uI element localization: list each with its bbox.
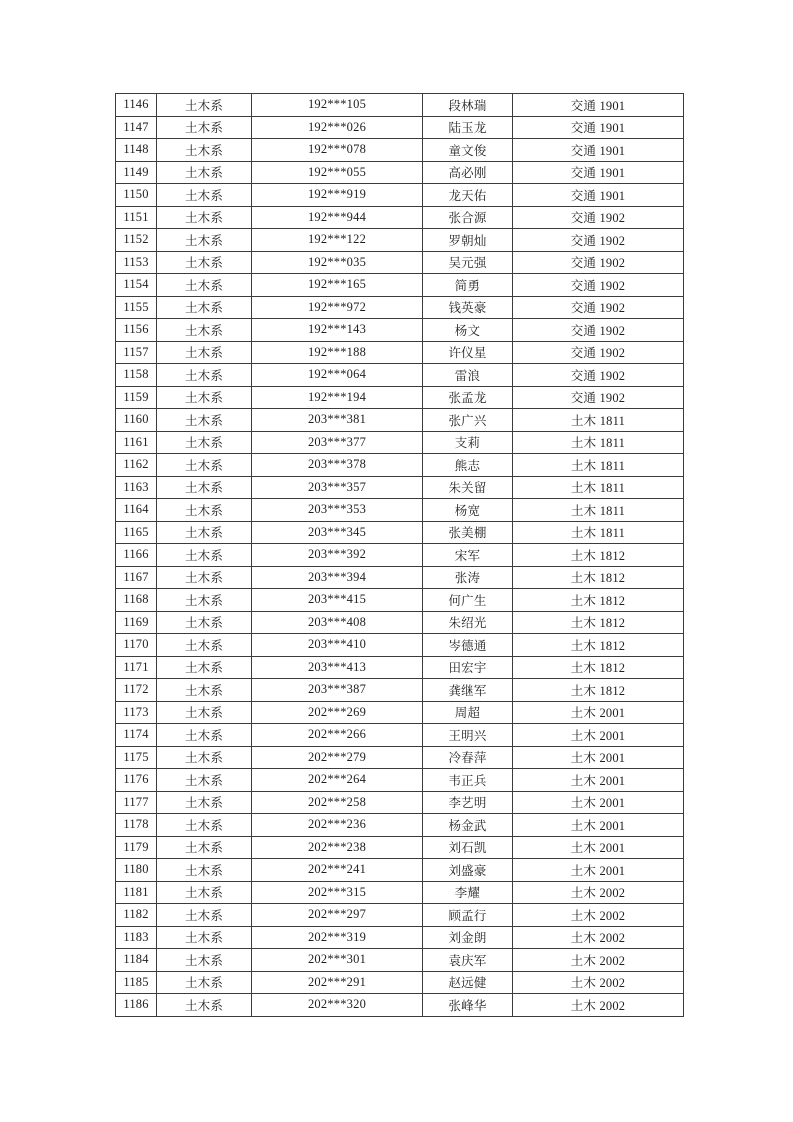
cell-student-id: 202***236 — [252, 814, 423, 837]
cell-index: 1164 — [116, 499, 157, 522]
cell-class: 土木 1812 — [513, 611, 684, 634]
cell-department: 土木系 — [157, 634, 252, 657]
cell-department: 土木系 — [157, 476, 252, 499]
cell-class: 交通 1901 — [513, 139, 684, 162]
cell-student-id: 192***122 — [252, 229, 423, 252]
table-row — [116, 611, 684, 634]
cell-department: 土木系 — [157, 184, 252, 207]
table-row — [116, 454, 684, 477]
cell-name: 韦正兵 — [423, 769, 513, 792]
cell-name: 周超 — [423, 701, 513, 724]
cell-name: 何广生 — [423, 589, 513, 612]
cell-index: 1147 — [116, 116, 157, 139]
cell-name: 刘盛豪 — [423, 859, 513, 882]
cell-student-id: 202***258 — [252, 791, 423, 814]
cell-class: 土木 2001 — [513, 814, 684, 837]
table-row — [116, 656, 684, 679]
cell-student-id: 203***345 — [252, 521, 423, 544]
cell-department: 土木系 — [157, 139, 252, 162]
table-row — [116, 836, 684, 859]
cell-name: 杨金武 — [423, 814, 513, 837]
cell-index: 1151 — [116, 206, 157, 229]
cell-class: 交通 1902 — [513, 206, 684, 229]
table-row — [116, 499, 684, 522]
cell-student-id: 192***078 — [252, 139, 423, 162]
table-row — [116, 521, 684, 544]
table-row — [116, 409, 684, 432]
cell-index: 1176 — [116, 769, 157, 792]
cell-index: 1153 — [116, 251, 157, 274]
cell-class: 土木 2001 — [513, 746, 684, 769]
cell-name: 张涛 — [423, 566, 513, 589]
cell-student-id: 203***381 — [252, 409, 423, 432]
student-list-table — [115, 93, 684, 1017]
cell-department: 土木系 — [157, 409, 252, 432]
table-row — [116, 184, 684, 207]
cell-name: 岑德通 — [423, 634, 513, 657]
cell-index: 1178 — [116, 814, 157, 837]
cell-name: 高必刚 — [423, 161, 513, 184]
cell-student-id: 203***357 — [252, 476, 423, 499]
cell-name: 龙天佑 — [423, 184, 513, 207]
table-row — [116, 296, 684, 319]
cell-department: 土木系 — [157, 611, 252, 634]
cell-class: 交通 1901 — [513, 94, 684, 117]
cell-department: 土木系 — [157, 566, 252, 589]
cell-student-id: 202***301 — [252, 949, 423, 972]
cell-index: 1158 — [116, 364, 157, 387]
cell-name: 许仪星 — [423, 341, 513, 364]
cell-student-id: 202***291 — [252, 971, 423, 994]
table-row — [116, 971, 684, 994]
cell-department: 土木系 — [157, 274, 252, 297]
table-row — [116, 229, 684, 252]
cell-student-id: 192***188 — [252, 341, 423, 364]
cell-department: 土木系 — [157, 544, 252, 567]
cell-index: 1165 — [116, 521, 157, 544]
cell-index: 1157 — [116, 341, 157, 364]
cell-class: 土木 1812 — [513, 566, 684, 589]
cell-class: 交通 1902 — [513, 386, 684, 409]
cell-department: 土木系 — [157, 319, 252, 342]
table-row — [116, 431, 684, 454]
cell-department: 土木系 — [157, 499, 252, 522]
cell-index: 1174 — [116, 724, 157, 747]
cell-name: 王明兴 — [423, 724, 513, 747]
cell-name: 张孟龙 — [423, 386, 513, 409]
cell-department: 土木系 — [157, 364, 252, 387]
cell-student-id: 202***266 — [252, 724, 423, 747]
cell-index: 1177 — [116, 791, 157, 814]
cell-index: 1146 — [116, 94, 157, 117]
cell-student-id: 192***165 — [252, 274, 423, 297]
cell-class: 交通 1902 — [513, 296, 684, 319]
cell-student-id: 203***377 — [252, 431, 423, 454]
table-row — [116, 161, 684, 184]
cell-name: 刘石凯 — [423, 836, 513, 859]
table-row — [116, 566, 684, 589]
cell-department: 土木系 — [157, 454, 252, 477]
cell-department: 土木系 — [157, 746, 252, 769]
cell-class: 土木 2001 — [513, 701, 684, 724]
table-row — [116, 94, 684, 117]
table-row — [116, 701, 684, 724]
cell-class: 土木 2001 — [513, 724, 684, 747]
cell-student-id: 202***320 — [252, 994, 423, 1017]
cell-name: 张广兴 — [423, 409, 513, 432]
cell-class: 交通 1901 — [513, 184, 684, 207]
table-row — [116, 116, 684, 139]
table-row — [116, 341, 684, 364]
cell-index: 1166 — [116, 544, 157, 567]
cell-name: 钱英豪 — [423, 296, 513, 319]
cell-student-id: 202***238 — [252, 836, 423, 859]
cell-name: 吴元强 — [423, 251, 513, 274]
cell-class: 交通 1902 — [513, 364, 684, 387]
cell-department: 土木系 — [157, 589, 252, 612]
cell-name: 李艺明 — [423, 791, 513, 814]
cell-class: 交通 1901 — [513, 161, 684, 184]
cell-name: 田宏宇 — [423, 656, 513, 679]
cell-index: 1181 — [116, 881, 157, 904]
cell-department: 土木系 — [157, 94, 252, 117]
cell-department: 土木系 — [157, 994, 252, 1017]
cell-name: 张美棚 — [423, 521, 513, 544]
cell-student-id: 192***035 — [252, 251, 423, 274]
cell-name: 龚继军 — [423, 679, 513, 702]
cell-student-id: 192***064 — [252, 364, 423, 387]
table-row — [116, 679, 684, 702]
cell-name: 刘金朗 — [423, 926, 513, 949]
cell-student-id: 203***394 — [252, 566, 423, 589]
cell-student-id: 192***919 — [252, 184, 423, 207]
cell-student-id: 203***413 — [252, 656, 423, 679]
table-row — [116, 589, 684, 612]
cell-student-id: 202***269 — [252, 701, 423, 724]
cell-class: 土木 1811 — [513, 521, 684, 544]
cell-student-id: 202***241 — [252, 859, 423, 882]
cell-name: 赵远健 — [423, 971, 513, 994]
cell-class: 土木 1811 — [513, 454, 684, 477]
table-row — [116, 139, 684, 162]
table-row — [116, 746, 684, 769]
cell-department: 土木系 — [157, 206, 252, 229]
cell-class: 土木 1811 — [513, 431, 684, 454]
cell-student-id: 203***392 — [252, 544, 423, 567]
table-row — [116, 634, 684, 657]
cell-index: 1155 — [116, 296, 157, 319]
cell-class: 土木 2001 — [513, 769, 684, 792]
table-row — [116, 274, 684, 297]
cell-name: 杨宽 — [423, 499, 513, 522]
cell-class: 土木 2001 — [513, 791, 684, 814]
cell-student-id: 203***410 — [252, 634, 423, 657]
cell-department: 土木系 — [157, 521, 252, 544]
cell-class: 土木 2002 — [513, 926, 684, 949]
cell-index: 1170 — [116, 634, 157, 657]
cell-index: 1171 — [116, 656, 157, 679]
cell-student-id: 192***194 — [252, 386, 423, 409]
table-row — [116, 791, 684, 814]
cell-class: 交通 1902 — [513, 341, 684, 364]
cell-department: 土木系 — [157, 251, 252, 274]
cell-index: 1169 — [116, 611, 157, 634]
cell-class: 土木 1812 — [513, 679, 684, 702]
cell-student-id: 192***105 — [252, 94, 423, 117]
cell-class: 土木 2002 — [513, 881, 684, 904]
cell-department: 土木系 — [157, 881, 252, 904]
cell-department: 土木系 — [157, 724, 252, 747]
cell-student-id: 202***279 — [252, 746, 423, 769]
student-table-body — [116, 94, 684, 1017]
cell-student-id: 203***378 — [252, 454, 423, 477]
cell-class: 土木 2001 — [513, 836, 684, 859]
cell-name: 朱关留 — [423, 476, 513, 499]
cell-department: 土木系 — [157, 656, 252, 679]
cell-class: 交通 1902 — [513, 229, 684, 252]
cell-index: 1163 — [116, 476, 157, 499]
cell-index: 1162 — [116, 454, 157, 477]
table-row — [116, 814, 684, 837]
cell-name: 罗朝灿 — [423, 229, 513, 252]
cell-department: 土木系 — [157, 116, 252, 139]
cell-department: 土木系 — [157, 431, 252, 454]
cell-department: 土木系 — [157, 791, 252, 814]
cell-student-id: 202***315 — [252, 881, 423, 904]
cell-class: 土木 2002 — [513, 994, 684, 1017]
cell-name: 顾孟行 — [423, 904, 513, 927]
cell-class: 土木 1811 — [513, 409, 684, 432]
cell-index: 1150 — [116, 184, 157, 207]
cell-department: 土木系 — [157, 814, 252, 837]
cell-index: 1173 — [116, 701, 157, 724]
cell-department: 土木系 — [157, 769, 252, 792]
cell-name: 段林瑞 — [423, 94, 513, 117]
cell-index: 1154 — [116, 274, 157, 297]
cell-name: 李耀 — [423, 881, 513, 904]
table-row — [116, 769, 684, 792]
cell-index: 1184 — [116, 949, 157, 972]
cell-class: 土木 2001 — [513, 859, 684, 882]
cell-class: 土木 2002 — [513, 971, 684, 994]
cell-name: 宋军 — [423, 544, 513, 567]
table-row — [116, 926, 684, 949]
cell-student-id: 192***944 — [252, 206, 423, 229]
cell-student-id: 192***055 — [252, 161, 423, 184]
cell-student-id: 202***297 — [252, 904, 423, 927]
table-row — [116, 949, 684, 972]
cell-index: 1159 — [116, 386, 157, 409]
cell-index: 1182 — [116, 904, 157, 927]
table-row — [116, 386, 684, 409]
cell-index: 1152 — [116, 229, 157, 252]
cell-index: 1149 — [116, 161, 157, 184]
cell-name: 简勇 — [423, 274, 513, 297]
table-row — [116, 319, 684, 342]
cell-department: 土木系 — [157, 679, 252, 702]
table-row — [116, 206, 684, 229]
cell-class: 土木 1812 — [513, 589, 684, 612]
table-row — [116, 544, 684, 567]
cell-index: 1148 — [116, 139, 157, 162]
cell-index: 1180 — [116, 859, 157, 882]
cell-name: 张合源 — [423, 206, 513, 229]
cell-class: 土木 2002 — [513, 904, 684, 927]
cell-student-id: 192***026 — [252, 116, 423, 139]
cell-index: 1161 — [116, 431, 157, 454]
table-row — [116, 364, 684, 387]
cell-department: 土木系 — [157, 971, 252, 994]
cell-index: 1175 — [116, 746, 157, 769]
cell-student-id: 192***972 — [252, 296, 423, 319]
table-row — [116, 476, 684, 499]
table-row — [116, 904, 684, 927]
cell-index: 1186 — [116, 994, 157, 1017]
cell-class: 土木 1812 — [513, 656, 684, 679]
cell-name: 袁庆军 — [423, 949, 513, 972]
table-row — [116, 859, 684, 882]
cell-index: 1160 — [116, 409, 157, 432]
cell-department: 土木系 — [157, 904, 252, 927]
cell-department: 土木系 — [157, 161, 252, 184]
cell-department: 土木系 — [157, 859, 252, 882]
cell-index: 1172 — [116, 679, 157, 702]
cell-department: 土木系 — [157, 386, 252, 409]
cell-department: 土木系 — [157, 229, 252, 252]
cell-department: 土木系 — [157, 949, 252, 972]
cell-department: 土木系 — [157, 296, 252, 319]
cell-class: 交通 1902 — [513, 319, 684, 342]
cell-student-id: 203***387 — [252, 679, 423, 702]
cell-student-id: 203***415 — [252, 589, 423, 612]
cell-class: 交通 1902 — [513, 274, 684, 297]
cell-class: 交通 1902 — [513, 251, 684, 274]
cell-department: 土木系 — [157, 926, 252, 949]
cell-index: 1156 — [116, 319, 157, 342]
cell-department: 土木系 — [157, 341, 252, 364]
cell-index: 1185 — [116, 971, 157, 994]
cell-index: 1179 — [116, 836, 157, 859]
cell-student-id: 203***353 — [252, 499, 423, 522]
cell-class: 土木 2002 — [513, 949, 684, 972]
cell-student-id: 203***408 — [252, 611, 423, 634]
cell-class: 土木 1811 — [513, 499, 684, 522]
cell-name: 张峰华 — [423, 994, 513, 1017]
cell-student-id: 202***319 — [252, 926, 423, 949]
cell-class: 土木 1811 — [513, 476, 684, 499]
cell-index: 1167 — [116, 566, 157, 589]
table-row — [116, 881, 684, 904]
cell-class: 土木 1812 — [513, 544, 684, 567]
cell-name: 雷浪 — [423, 364, 513, 387]
cell-class: 土木 1812 — [513, 634, 684, 657]
cell-department: 土木系 — [157, 836, 252, 859]
table-row — [116, 724, 684, 747]
cell-name: 杨文 — [423, 319, 513, 342]
cell-name: 陆玉龙 — [423, 116, 513, 139]
cell-name: 童文俊 — [423, 139, 513, 162]
cell-student-id: 192***143 — [252, 319, 423, 342]
table-row — [116, 251, 684, 274]
cell-name: 熊志 — [423, 454, 513, 477]
table-row — [116, 994, 684, 1017]
cell-student-id: 202***264 — [252, 769, 423, 792]
cell-name: 冷春萍 — [423, 746, 513, 769]
cell-index: 1183 — [116, 926, 157, 949]
cell-name: 支莉 — [423, 431, 513, 454]
cell-department: 土木系 — [157, 701, 252, 724]
cell-index: 1168 — [116, 589, 157, 612]
cell-name: 朱绍光 — [423, 611, 513, 634]
cell-class: 交通 1901 — [513, 116, 684, 139]
